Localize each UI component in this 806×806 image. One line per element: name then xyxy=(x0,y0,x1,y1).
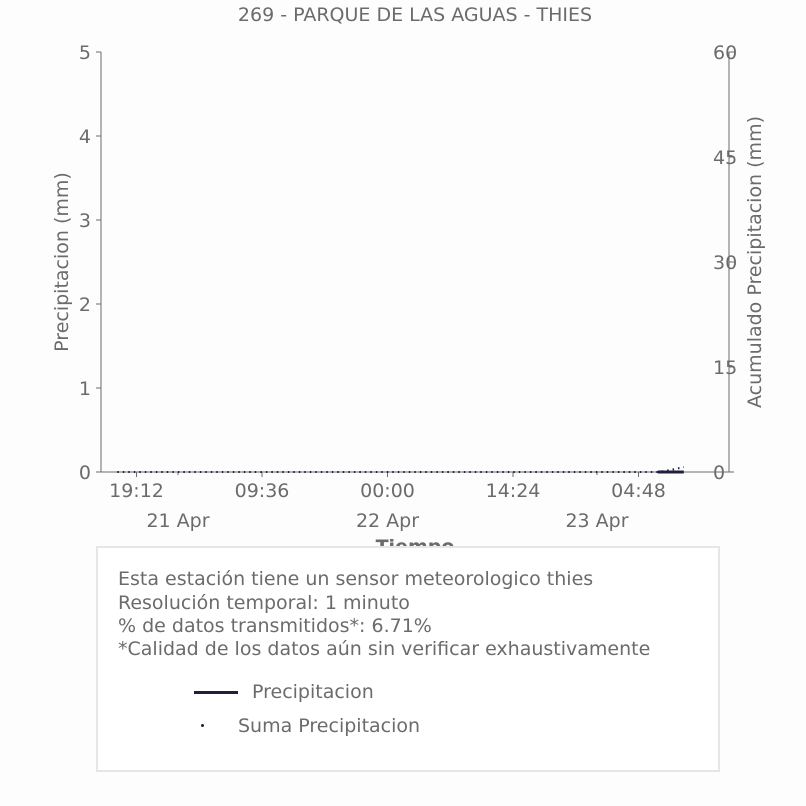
info-sensor-text: Esta estación tiene un sensor meteorologico thies xyxy=(118,568,594,590)
chart-title: 269 - PARQUE DE LAS AGUAS - THIES xyxy=(237,4,593,26)
series-layer xyxy=(117,467,684,472)
info-resolution-text: Resolución temporal: 1 minuto xyxy=(118,592,410,614)
y2-axis-label: Acumulado Precipitacion (mm) xyxy=(744,116,766,408)
y-tick-label: 3 xyxy=(78,210,91,232)
legend-dot-swatch xyxy=(201,724,204,727)
y-tick-label: 5 xyxy=(78,42,91,64)
y-tick-label: 2 xyxy=(78,294,91,316)
x-date-label: 23 Apr xyxy=(565,510,629,532)
y2-tick-label: 60 xyxy=(713,42,738,64)
y2-tick-label: 30 xyxy=(713,252,738,274)
x-tick-label: 09:36 xyxy=(234,480,290,502)
y-tick-label: 0 xyxy=(78,462,91,484)
x-ticks xyxy=(109,472,666,532)
plot-area xyxy=(101,52,729,472)
x-tick-label: 00:00 xyxy=(360,480,415,502)
info-quality-text: *Calidad de los datos aún sin verificar exhaustivamente xyxy=(118,638,651,660)
x-date-label: 21 Apr xyxy=(146,510,210,532)
left-y-ticks xyxy=(79,42,101,484)
y-tick-label: 4 xyxy=(78,126,91,148)
info-box xyxy=(96,546,720,772)
x-tick-label: 04:48 xyxy=(611,480,666,502)
legend-line-swatch xyxy=(194,691,238,694)
x-tick-label: 14:24 xyxy=(485,480,541,502)
y2-tick-label: 15 xyxy=(713,357,738,379)
y-axis-label: Precipitacion (mm) xyxy=(51,172,73,352)
x-tick-label: 19:12 xyxy=(109,480,164,502)
info-transmitted-text: % de datos transmitidos*: 6.71% xyxy=(118,615,432,637)
x-date-label: 22 Apr xyxy=(355,510,420,532)
series-line-suma-precipitacion xyxy=(117,467,684,472)
y2-tick-label: 45 xyxy=(713,147,738,169)
legend-suma-precipitacion: Suma Precipitacion xyxy=(238,715,421,737)
y2-tick-label: 0 xyxy=(713,462,726,484)
right-y-ticks xyxy=(713,42,737,484)
legend-precipitacion: Precipitacion xyxy=(252,681,374,703)
y-tick-label: 1 xyxy=(78,378,91,400)
